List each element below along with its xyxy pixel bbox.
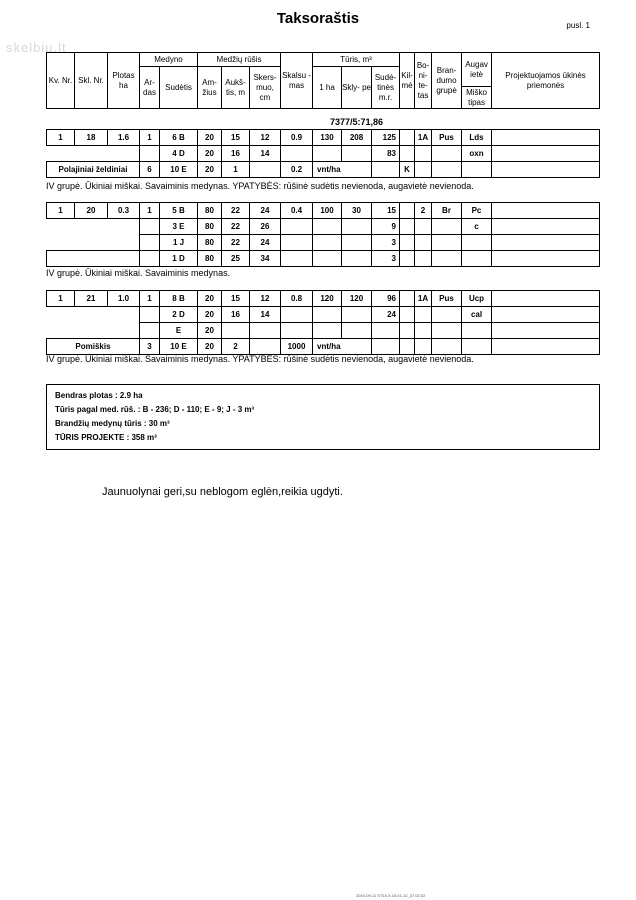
cell-ardas: 1: [140, 291, 160, 307]
comment-text: Jaunuolynai geri,su neblogom eglėn,reikia ugdyti.: [102, 486, 343, 498]
summary-project-volume: TŪRIS PROJEKTE : 358 m³: [55, 433, 157, 442]
cell-augaviete: oxn: [462, 146, 492, 162]
cell-density-unit: vnt/ha: [313, 339, 372, 355]
cell-skl: 18: [75, 130, 108, 146]
cell-brandumas: Pus: [432, 130, 462, 146]
header-amzius: Am- žius: [198, 67, 222, 109]
cell-amzius: 20: [198, 162, 222, 178]
cell-kilme: [400, 291, 415, 307]
cell-sudetis: 8 B: [160, 291, 198, 307]
table-row: [47, 323, 600, 339]
header-augaviete: Augav ietė: [462, 53, 492, 87]
cell-amzius: 80: [198, 251, 222, 267]
stand-block-3: [46, 290, 600, 355]
cell-ardas: 1: [140, 130, 160, 146]
cell-augaviete: c: [462, 219, 492, 235]
cell-amzius: 20: [198, 339, 222, 355]
cell-aukstis: 2: [222, 339, 250, 355]
header-turis: Tūris, m³: [313, 53, 400, 67]
cell-amzius: 80: [198, 219, 222, 235]
cell-sudetines: 15: [372, 203, 400, 219]
table-row: [47, 235, 600, 251]
cell-sudetis: 1 J: [160, 235, 198, 251]
cell-aukstis: 16: [222, 146, 250, 162]
summary-mature-volume: Brandžių medynų tūris : 30 m³: [55, 419, 170, 428]
cell-sudetis: 1 D: [160, 251, 198, 267]
cell-skersmuo: 12: [250, 291, 281, 307]
summary-volume-by-species: Tūris pagal med. rūš. : B - 236; D - 110; E - 9; J - 3 m³: [55, 405, 255, 414]
cell-augaviete: Lds: [462, 130, 492, 146]
cell-skersmuo: 34: [250, 251, 281, 267]
cell-undergrowth-label: Polajiniai želdiniai: [47, 162, 140, 178]
cell-turis-1ha: 120: [313, 291, 342, 307]
cell-brandumas: Pus: [432, 291, 462, 307]
header-priemones: Projektuojamos ūkinės priemonės: [492, 53, 600, 109]
header-skalsumas: Skalsu - mas: [281, 53, 313, 109]
block-2-note: IV grupė. Ūkiniai miškai. Savaiminis medynas.: [46, 268, 231, 278]
cell-sudetis: 6 B: [160, 130, 198, 146]
cell-skalsumas: 0.8: [281, 291, 313, 307]
cell-brandumas: Br: [432, 203, 462, 219]
cell-skl: 20: [75, 203, 108, 219]
summary-box: [46, 384, 600, 450]
cell-sudetis: 3 E: [160, 219, 198, 235]
cell-turis-sklype: 120: [342, 291, 372, 307]
table-row: [47, 339, 600, 355]
header-sudetines: Sudė- tinės m.r.: [372, 67, 400, 109]
block-3-note: IV grupė. Ūkiniai miškai. Savaiminis medynas. YPATYBĖS: rūšinė sudėtis nevienoda, augavietė nevienoda.: [46, 354, 474, 364]
cell-aukstis: 22: [222, 235, 250, 251]
footer-code: 2010-09-11 ST15.X.16.01-12_37.02.52: [356, 893, 426, 898]
cell-skalsumas: 0.4: [281, 203, 313, 219]
header-bonitetas: Bo- ni- te- tas: [415, 53, 432, 109]
cell-sudetines: 3: [372, 251, 400, 267]
cell-turis-1ha: 100: [313, 203, 342, 219]
cell-amzius: 80: [198, 235, 222, 251]
header-medziu-rusis: Medžių rūšis: [198, 53, 281, 67]
cell-skalsumas: 1000: [281, 339, 313, 355]
cell-plotas: 1.0: [108, 291, 140, 307]
cell-bonitetas: 2: [415, 203, 432, 219]
cell-bonitetas: 1A: [415, 130, 432, 146]
cell-aukstis: 15: [222, 291, 250, 307]
table-row: [47, 291, 600, 307]
cell-skersmuo: 12: [250, 130, 281, 146]
cell-plotas: 1.6: [108, 130, 140, 146]
header-sudetis: Sudėtis: [160, 67, 198, 109]
cell-density-unit: vnt/ha: [313, 162, 372, 178]
table-row: [47, 162, 600, 178]
cell-kv: 1: [47, 203, 75, 219]
table-row: [47, 219, 600, 235]
cell-sudetis: E: [160, 323, 198, 339]
header-ardas: Ar- das: [140, 67, 160, 109]
cell-aukstis: 1: [222, 162, 250, 178]
cell-skersmuo: 14: [250, 307, 281, 323]
cell-aukstis: 22: [222, 203, 250, 219]
header-plotas: Plotas ha: [108, 53, 140, 109]
cell-skersmuo: 14: [250, 146, 281, 162]
table-row: [47, 146, 600, 162]
cell-augaviete: Pc: [462, 203, 492, 219]
cell-priemones: [492, 130, 600, 146]
cell-kv: 1: [47, 291, 75, 307]
cell-skalsumas: 0.9: [281, 130, 313, 146]
cell-sudetis: 10 E: [160, 339, 198, 355]
cell-bonitetas: 1A: [415, 291, 432, 307]
header-brandumo-grupe: Bran- dumo grupė: [432, 53, 462, 109]
cell-amzius: 20: [198, 146, 222, 162]
parcel-reference: 7377/5:71,86: [330, 117, 384, 127]
block-1-note: IV grupė. Ūkiniai miškai. Savaiminis medynas. YPATYBĖS: rūšinė sudėtis nevienoda, augavietė nevienoda.: [46, 181, 474, 191]
document-title: Taksoraštis: [276, 10, 360, 27]
cell-skersmuo: 26: [250, 219, 281, 235]
cell-plotas: 0.3: [108, 203, 140, 219]
cell-skl: 21: [75, 291, 108, 307]
stand-block-2: [46, 202, 600, 267]
table-row: [47, 307, 600, 323]
cell-amzius: 80: [198, 203, 222, 219]
cell-skersmuo: 24: [250, 203, 281, 219]
cell-sudetis: 5 B: [160, 203, 198, 219]
stand-block-1: [46, 129, 600, 178]
cell-undergrowth-label: Pomiškis: [47, 339, 140, 355]
cell-sudetines: 3: [372, 235, 400, 251]
cell-ardas: 3: [140, 339, 160, 355]
cell-aukstis: 16: [222, 307, 250, 323]
cell-skersmuo: [250, 162, 281, 178]
cell-augaviete: cal: [462, 307, 492, 323]
summary-total-area: Bendras plotas : 2.9 ha: [55, 391, 143, 400]
header-skersmuo: Skers- muo, cm: [250, 67, 281, 109]
cell-aukstis: 15: [222, 130, 250, 146]
cell-sudetines: 83: [372, 146, 400, 162]
cell-kilme: K: [400, 162, 415, 178]
cell-skersmuo: [250, 339, 281, 355]
header-kv-nr: Kv. Nr.: [47, 53, 75, 109]
header-table: [46, 52, 600, 109]
cell-aukstis: 25: [222, 251, 250, 267]
table-row: [47, 203, 600, 219]
cell-priemones: [492, 291, 600, 307]
header-sklype: Skly- pe: [342, 67, 372, 109]
header-kilme: Kil- mė: [400, 53, 415, 109]
cell-turis-1ha: 130: [313, 130, 342, 146]
watermark: skelbiu.lt: [6, 40, 67, 55]
cell-sudetis: 4 D: [160, 146, 198, 162]
cell-augaviete: Ucp: [462, 291, 492, 307]
cell-sudetis: 10 E: [160, 162, 198, 178]
header-skl-nr: Skl. Nr.: [75, 53, 108, 109]
cell-amzius: 20: [198, 130, 222, 146]
cell-priemones: [492, 203, 600, 219]
cell-aukstis: 22: [222, 219, 250, 235]
cell-sudetines: 96: [372, 291, 400, 307]
cell-amzius: 20: [198, 291, 222, 307]
cell-sudetines: 24: [372, 307, 400, 323]
header-turis-1ha: 1 ha: [313, 67, 342, 109]
cell-skalsumas: 0.2: [281, 162, 313, 178]
table-row: [47, 251, 600, 267]
cell-sudetines: 125: [372, 130, 400, 146]
header-medyno: Medyno: [140, 53, 198, 67]
cell-turis-sklype: 30: [342, 203, 372, 219]
cell-skersmuo: 24: [250, 235, 281, 251]
cell-sudetines: 9: [372, 219, 400, 235]
cell-kv: 1: [47, 130, 75, 146]
header-aukstis: Aukš- tis, m: [222, 67, 250, 109]
cell-ardas: 1: [140, 203, 160, 219]
header-misko-tipas: Miško tipas: [462, 87, 492, 109]
cell-turis-sklype: 208: [342, 130, 372, 146]
cell-kilme: [400, 130, 415, 146]
cell-amzius: 20: [198, 307, 222, 323]
cell-ardas: 6: [140, 162, 160, 178]
cell-kilme: [400, 203, 415, 219]
cell-sudetis: 2 D: [160, 307, 198, 323]
table-row: [47, 130, 600, 146]
cell-amzius: 20: [198, 323, 222, 339]
page-number: pusl. 1: [566, 21, 590, 30]
